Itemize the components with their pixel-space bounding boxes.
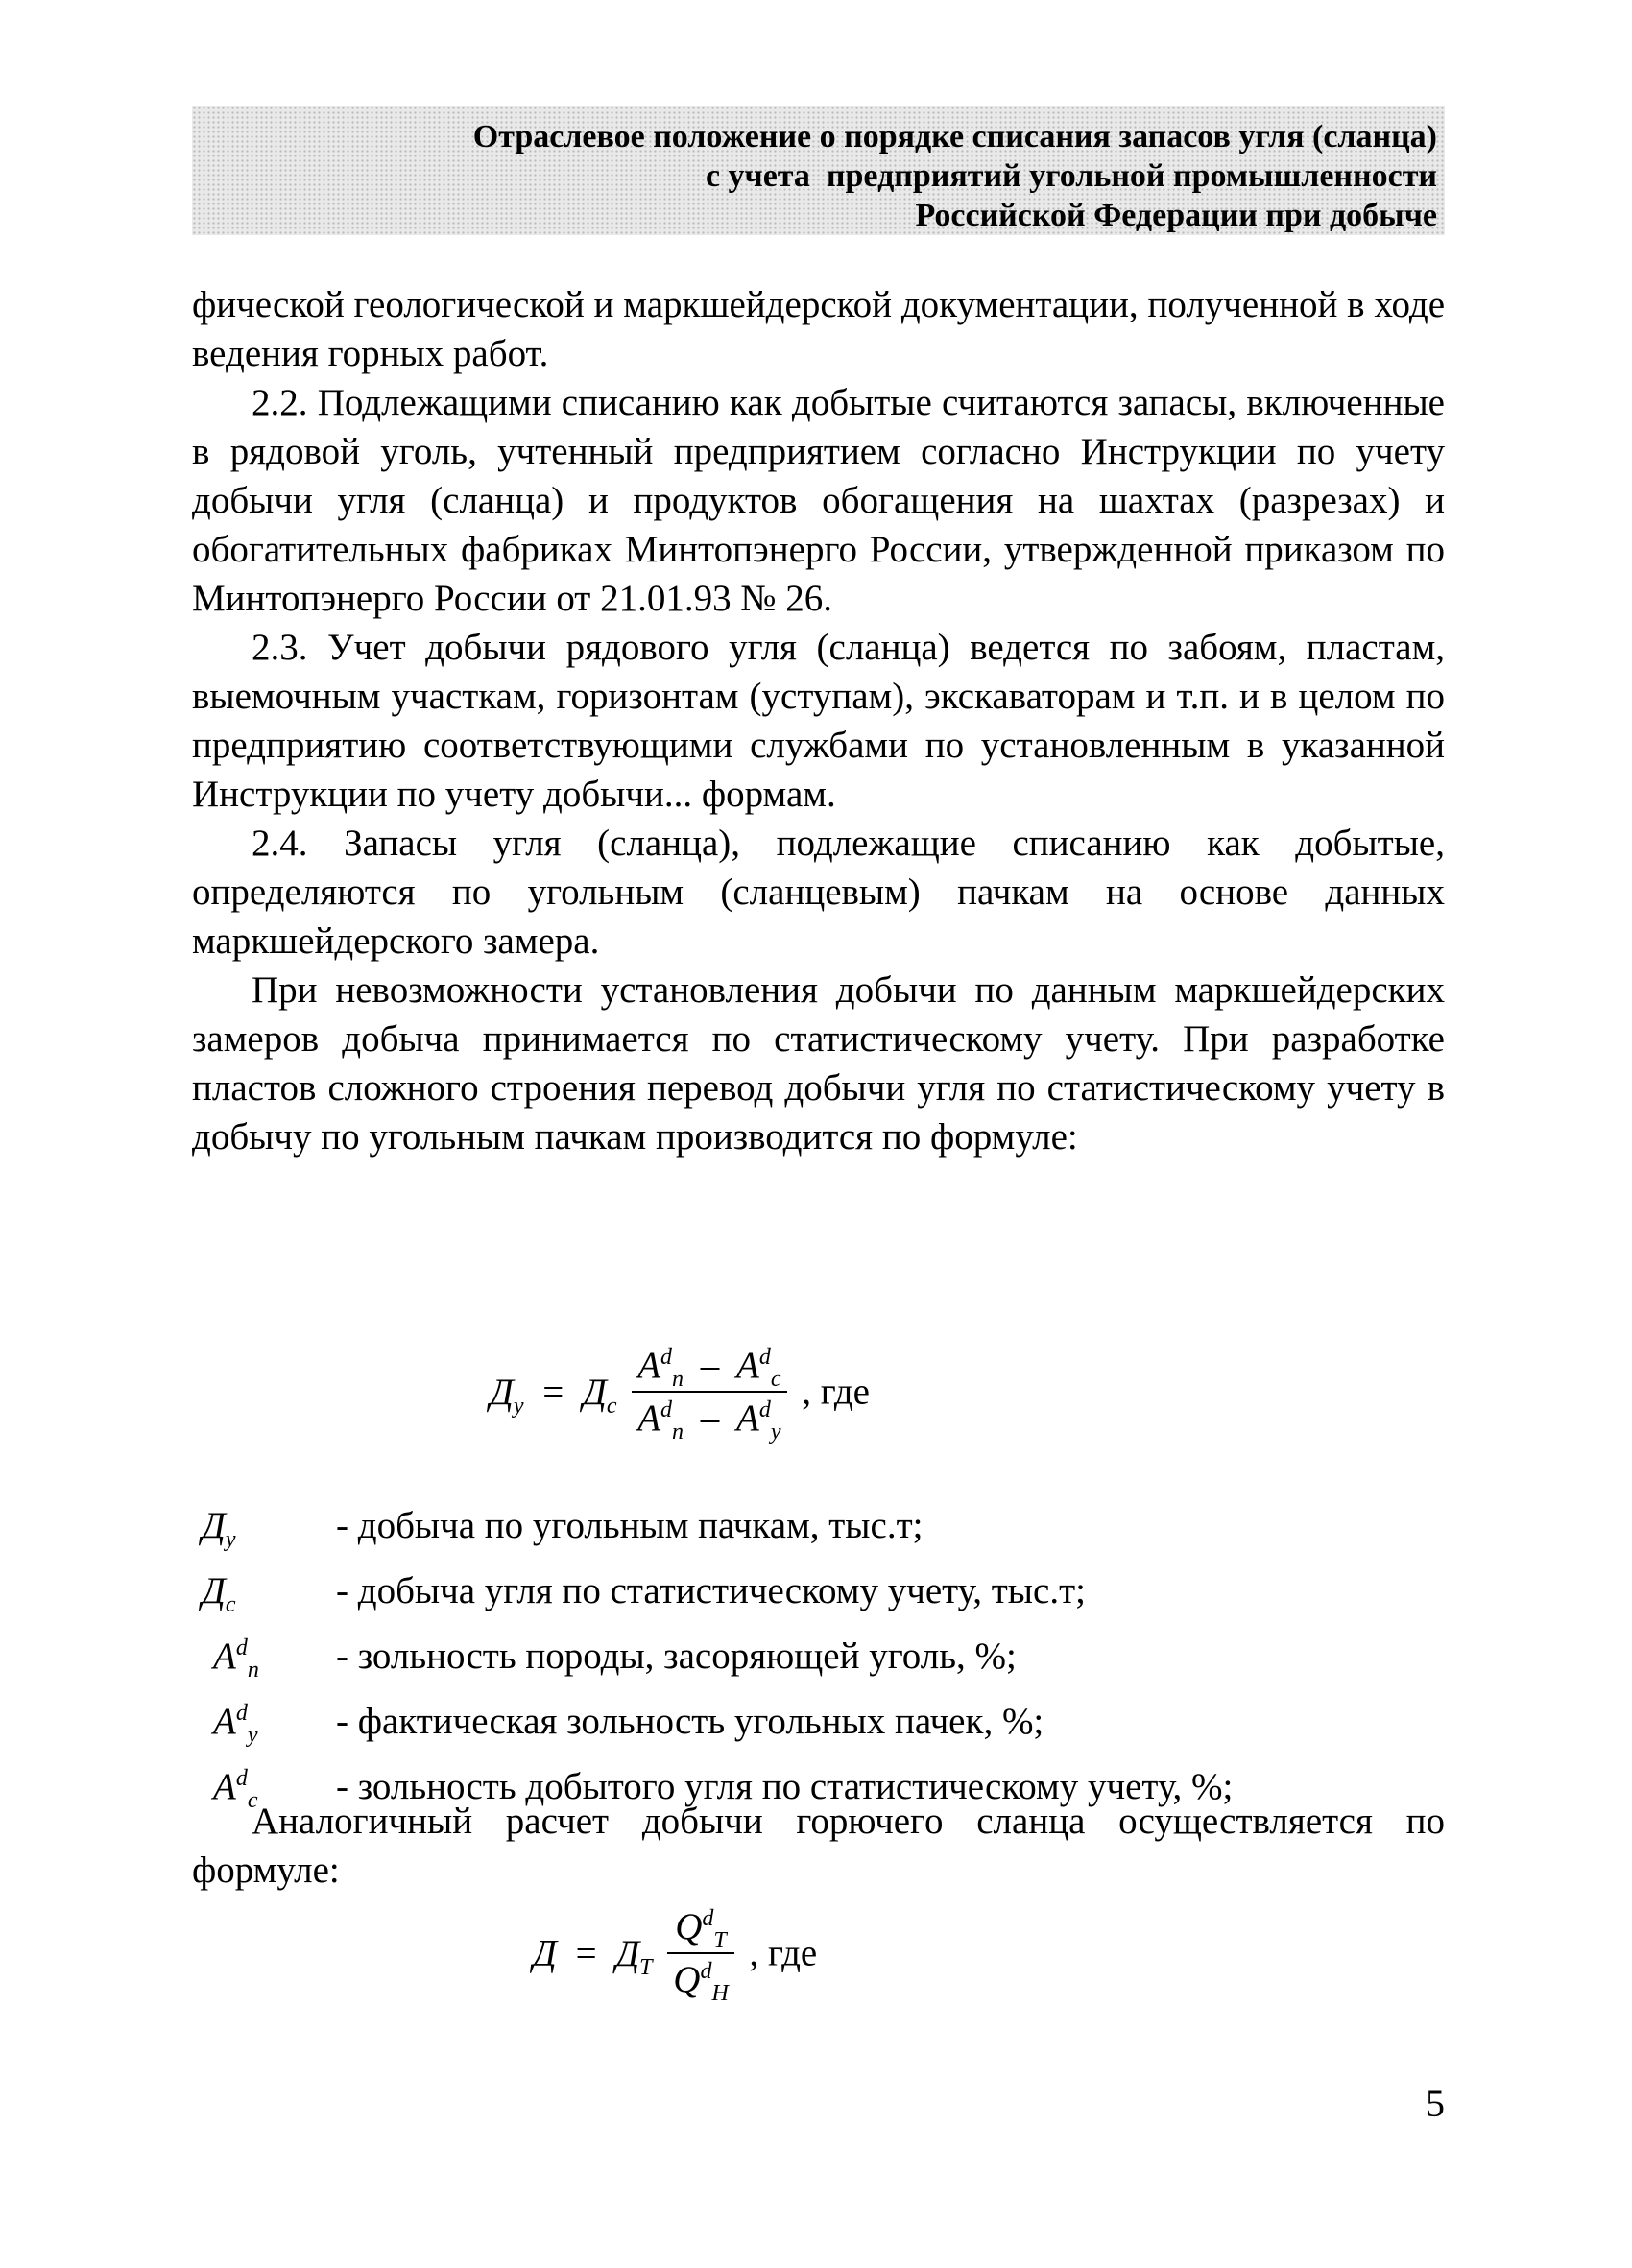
formula1-where: , где — [802, 1371, 870, 1413]
paragraph-statistical: При невозможности установления добычи по данным маркшейдерских замеров добыча принимается по статистическому учету. При разработке пластов сложного строения перевод добычи угля по статистическому учету в добычу по угольным пачкам производится по формуле: — [192, 969, 1445, 1158]
formula1-denominator: $A^d_п - A^d_у$ — [637, 1397, 781, 1444]
legend-symbol: $A^d_у$ — [213, 1700, 258, 1748]
formula-production — [490, 1344, 870, 1444]
paragraph-shale — [192, 1797, 1445, 1895]
paragraph-2-4: 2.4. Запасы угля (сланца), подлежащие списанию как добытые, определяются по угольным (сланцевым) пачкам на основе данных маркшейдерского замера. — [192, 823, 1445, 962]
legend-row — [192, 1623, 1445, 1688]
legend-description: - добыча угля по статистическому учету, тыс.т; — [336, 1569, 1086, 1611]
paragraph-continuation: фической геологической и маркшейдерской документации, полученной в ходе ведения горных работ. — [192, 284, 1445, 374]
legend-row — [192, 1492, 1445, 1558]
formula-shale — [533, 1905, 818, 2006]
formula1-lhs: $Д_у$ — [490, 1371, 524, 1419]
legend-row — [192, 1558, 1445, 1623]
header-line-3: Российской Федерации при добыче — [915, 198, 1437, 233]
paragraph-2-3: 2.3. Учет добычи рядового угля (сланца) ведется по забоям, пластам, выемочным участкам, горизонтам (уступам), экскаваторам и т.п. и в целом по предприятию соответствующими службами по установленным в указанной Инструкции по учету добычи... формам. — [192, 627, 1445, 815]
formula2-lhs: Д — [533, 1932, 557, 1974]
formula2-coef: $Д_T$ — [615, 1932, 653, 1980]
header-line-2: с учета предприятий угольной промышленности — [705, 158, 1437, 194]
formula1-fraction — [632, 1344, 786, 1444]
legend-description: - добыча по угольным пачкам, тыс.т; — [336, 1504, 924, 1546]
formula2-equals: = — [575, 1932, 597, 1974]
header-line-1: Отраслевое положение о порядке списания запасов угля (сланца) — [472, 119, 1437, 155]
legend-description: - зольность породы, засоряющей уголь, %; — [336, 1635, 1017, 1677]
legend-description: - фактическая зольность угольных пачек, %; — [336, 1700, 1044, 1742]
page-number: 5 — [1426, 2082, 1445, 2125]
legend-symbol: $Д_с$ — [202, 1569, 236, 1617]
legend-symbol: $Д_у$ — [202, 1504, 236, 1552]
variable-legend — [192, 1492, 1445, 1819]
paragraph-2-2: 2.2. Подлежащими списанию как добытые считаются запасы, включенные в рядовой уголь, учтенный предприятием согласно Инструкции по учету добычи угля (сланца) и продуктов обогащения на шахтах (разрезах) и обогатительных фабриках Минтопэнерго России, утвержденной приказом по Минтопэнерго России от 21.01.93 № 26. — [192, 382, 1445, 619]
formula2-denominator: $Q^d_H$ — [673, 1959, 729, 2006]
body-text — [192, 280, 1445, 1161]
legend-symbol: $A^d_п$ — [213, 1635, 259, 1683]
legend-row — [192, 1688, 1445, 1754]
legend-symbol: $A^d_с$ — [213, 1765, 258, 1813]
formula1-equals: = — [542, 1371, 564, 1413]
formula2-numerator: $Q^d_T$ — [667, 1905, 734, 1954]
formula2-where: , где — [749, 1932, 818, 1974]
formula1-coef: $Д_с$ — [582, 1371, 617, 1419]
paragraph-shale-text: Аналогичный расчет добычи горючего сланца осуществляется по формуле: — [192, 1801, 1445, 1891]
running-header — [192, 106, 1445, 235]
legend-description: - зольность добытого угля по статистическому учету, %; — [336, 1765, 1234, 1807]
formula1-numerator: $A^d_п - A^d_с$ — [632, 1344, 786, 1393]
formula2-fraction — [667, 1905, 734, 2006]
